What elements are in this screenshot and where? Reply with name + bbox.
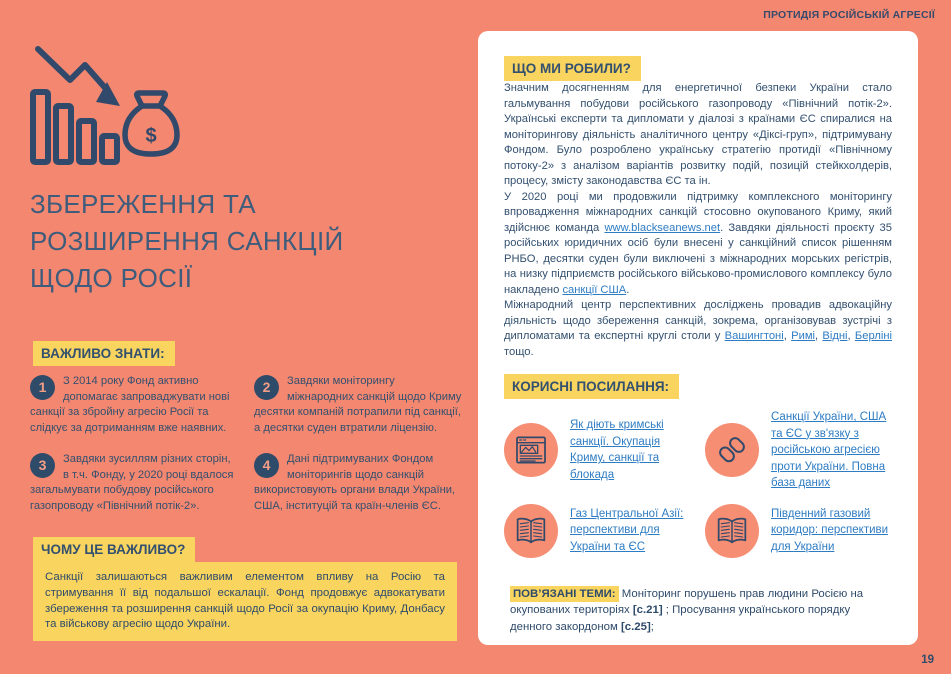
inline-link[interactable]: Берліні	[854, 330, 893, 342]
text-segment: ; Просування українського порядку денного закордоном	[510, 604, 851, 633]
key-points-list	[30, 374, 462, 514]
paragraph: Значним досягненням для енергетичної безпеки України стало гальмування побудови російського газопроводу «Північний потік-2». Українські експерти та дипломати у діалозі з країнами ЄС спиралися на моніторингову діяльність аналітичного центру «Діксі-груп», підтримувану Фондом. Було розроблено українську стратегію протидії «Північному потоку-2» з аналізом варіантів розвитку подій, позицій стейкхолдерів, процесу, змісту законодавства ЄС та ін.	[504, 82, 892, 187]
text-segment: ;	[650, 620, 654, 633]
webpage-icon	[504, 423, 558, 477]
page-number: 19	[921, 654, 934, 666]
text-segment: ,	[847, 330, 855, 342]
important-to-know-heading: ВАЖЛИВО ЗНАТИ:	[33, 341, 175, 366]
text-segment: тощо.	[504, 345, 534, 358]
useful-link[interactable]: Санкції України, США та ЄС у зв'язку з російською агресією проти України. Повна база даних	[771, 411, 887, 489]
useful-link[interactable]: Південний газовий коридор: перспективи для України	[771, 507, 889, 553]
what-we-did-heading: ЩО МИ РОБИЛИ?	[504, 56, 641, 81]
text-segment: .	[626, 283, 630, 296]
point-number-badge: 2	[254, 375, 279, 400]
point-text: Дані підтримуваних Фондом моніторингів щодо санкцій використовують органи влади України, США, інституцій та країн-членів ЄС.	[254, 453, 456, 512]
point-number-badge: 4	[254, 453, 279, 478]
list-item	[30, 452, 238, 514]
why-important-text: Санкції залишаються важливим елементом впливу на Росію та стримування її від подальшої ескалації. Фонд продовжує адвокатувати збереження та розширення санкцій щодо Росії за окупацію Криму, Донбасу та військову агресію щодо України.	[33, 562, 457, 641]
point-number-badge: 1	[30, 375, 55, 400]
text-segment: Моніторинг порушень прав людини Росією на окупованих територіях	[510, 587, 864, 616]
declining-chart-money-bag-icon	[30, 44, 180, 166]
inline-link[interactable]: Вашингтоні	[724, 330, 784, 342]
text-segment: ,	[783, 330, 792, 342]
point-text: Завдяки зусиллям різних сторін, в т.ч. Фонду, у 2020 році вдалося загальмувати побудову російського газопроводу «Північний потік-2».	[30, 453, 234, 512]
inline-link[interactable]: Римі	[791, 330, 815, 342]
inline-link[interactable]: Відні	[822, 330, 848, 342]
point-number-badge: 3	[30, 453, 55, 478]
useful-links-heading: КОРИСНІ ПОСИЛАННЯ:	[504, 374, 679, 399]
page-title: ЗБЕРЕЖЕННЯ ТА РОЗШИРЕННЯ САНКЦІЙ ЩОДО РОСІЇ	[30, 189, 344, 293]
list-item	[705, 504, 892, 558]
point-text: З 2014 року Фонд активно допомагає запроваджувати нові санкції за збройну агресію Росії та слідкує за дотриманням вже наявних.	[30, 375, 230, 434]
list-item	[254, 374, 462, 436]
list-item	[30, 374, 238, 436]
open-book-icon	[504, 504, 558, 558]
useful-links-grid	[504, 409, 892, 558]
point-text: Завдяки моніторингу міжнародних санкцій щодо Криму десятки компаній потрапили під санкції, а десятки суден втратили ліцензію.	[254, 375, 462, 434]
text-segment: . Завдяки діяльності проєкту 35 російських юридичних осіб були внесені у санкційний список рішенням РНБО, десятки суден були виключені з міжнародних морських регістрів, на низку підприємств російського військово-промислового комплексу було накладено	[504, 221, 892, 296]
paragraph	[504, 298, 892, 360]
inline-link[interactable]: www.blackseanews.net	[604, 221, 721, 234]
chain-link-icon	[705, 423, 759, 477]
related-topics	[510, 586, 892, 636]
text-segment: ,	[815, 330, 823, 342]
list-item	[705, 409, 892, 492]
text-segment: У 2020 році ми продовжили підтримку комплексного моніторингу впровадження міжнародних санкцій стосовно окупованого Криму, який здійснює команда	[504, 190, 892, 234]
list-item	[504, 504, 691, 558]
useful-link[interactable]: Газ Центральної Азії: перспективи для України та ЄС	[570, 507, 684, 553]
paragraph	[504, 190, 892, 299]
text-segment: [c.21]	[632, 604, 663, 616]
open-book-icon	[705, 504, 759, 558]
text-segment: Міжнародний центр перспективних досліджень провадив адвокаційну діяльність щодо збереження санкцій, зокрема, організовував зустрічі з дипломатами та експертні круглі столи у	[504, 299, 892, 342]
inline-link[interactable]: санкції США	[562, 283, 627, 296]
list-item	[504, 409, 691, 492]
section-tag: ПРОТИДІЯ РОСІЙСЬКІЙ АГРЕСІЇ	[763, 9, 935, 21]
useful-link[interactable]: Як діють кримські санкції. Окупація Криму, санкції та блокада	[570, 419, 664, 481]
svg-text:$: $	[145, 125, 157, 147]
text-segment: [c.25]	[620, 620, 651, 633]
content-card	[478, 31, 918, 645]
list-item	[254, 452, 462, 514]
why-important-heading: ЧОМУ ЦЕ ВАЖЛИВО?	[33, 537, 195, 562]
related-topics-label: ПОВ’ЯЗАНІ ТЕМИ:	[510, 586, 619, 602]
